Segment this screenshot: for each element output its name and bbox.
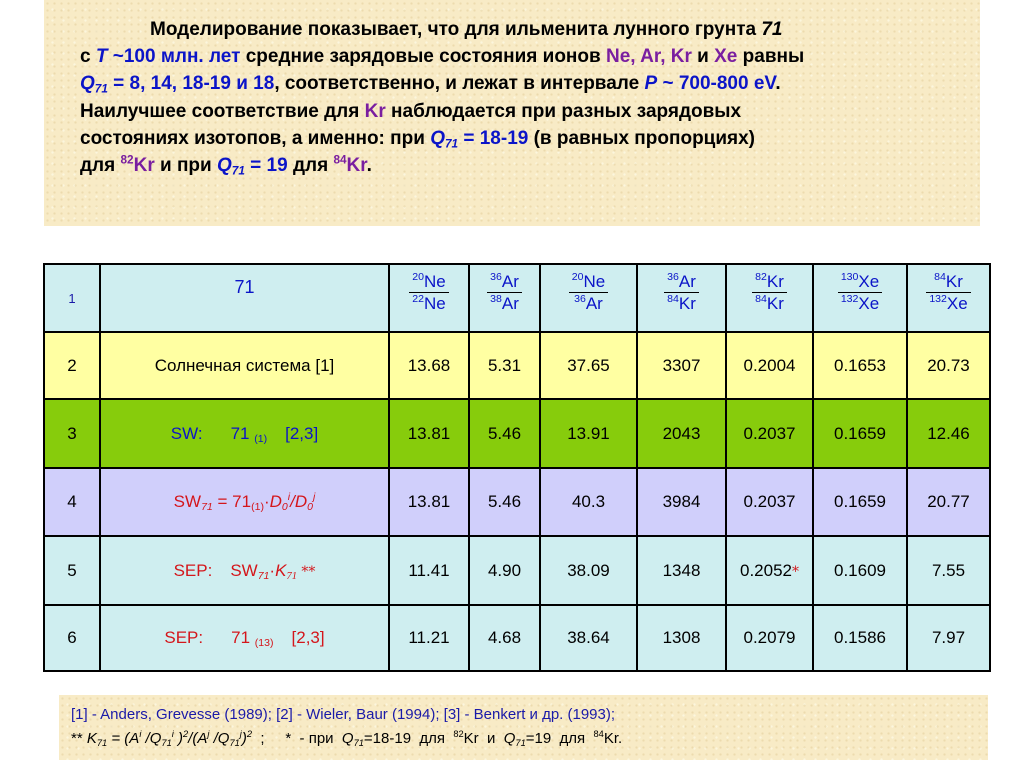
table-cell: 3307 xyxy=(637,332,726,399)
table-row xyxy=(44,468,990,536)
intro-text: для xyxy=(287,155,334,177)
intro-sup: 82 xyxy=(120,153,134,167)
table-cell: 38.09 xyxy=(540,536,637,605)
ratio-header: $\frac{^{130}Xe}{^{132}Xe}$ xyxy=(813,264,907,332)
intro-var: T xyxy=(95,46,108,68)
table-cell: 0.1659 xyxy=(813,468,907,536)
formula-footnote: ** $K_{71} = (A^i$ $/Q_{71}^i$ )$^2/(A^j$ $/Q_{71}^j)^2$ ; * - при $Q_{71}=18-19$ для $^{82}$Kr и $Q_{71}=19$ для $^{84}$Kr. xyxy=(71,728,623,748)
intro-text: = 8, 14, 18-19 и 18 xyxy=(107,73,275,95)
label-part: [2,3] xyxy=(285,423,319,443)
table-cell: 1308 xyxy=(637,605,726,671)
label-sub: 0 xyxy=(281,501,288,514)
table-cell: 7.55 xyxy=(907,536,990,605)
table-cell: 13.91 xyxy=(540,399,637,468)
table-cell xyxy=(726,536,813,605)
label-part: 71 xyxy=(232,492,252,511)
row-number: 5 xyxy=(44,536,100,605)
intro-text: (в равных пропорциях) xyxy=(528,127,756,149)
label-sub: 0 xyxy=(307,501,313,514)
references-footnote: [1] - Anders, Grevesse (1989); [2] - Wieler, Baur (1994); [3] - Benkert и др. (1993); xyxy=(71,706,616,723)
label-part: D xyxy=(269,492,282,511)
intro-line-2 xyxy=(80,43,970,70)
table-row xyxy=(44,605,990,671)
label-part: [2,3] xyxy=(291,628,325,647)
table-cell: 20.77 xyxy=(907,468,990,536)
label-part: SW: xyxy=(170,423,203,443)
intro-line-4 xyxy=(80,98,970,125)
row-number: 1 xyxy=(44,264,100,332)
table-cell: 11.21 xyxy=(389,605,469,671)
table-cell: 3984 xyxy=(637,468,726,536)
cell-value: 0.2052 xyxy=(740,560,792,580)
table-cell: 4.90 xyxy=(469,536,540,605)
table-cell: 0.1586 xyxy=(813,605,907,671)
table-cell: 13.68 xyxy=(389,332,469,399)
label-sub: 71 xyxy=(286,570,297,582)
intro-text: и при xyxy=(154,155,217,177)
intro-sup: 84 xyxy=(333,153,347,167)
intro-elements: Kr xyxy=(346,155,367,177)
label-part: SEP: xyxy=(173,560,213,580)
table-cell: 20.73 xyxy=(907,332,990,399)
intro-var: Q xyxy=(80,73,95,95)
intro-line-6 xyxy=(80,152,970,179)
label-sub: 71 xyxy=(257,569,270,582)
intro-elements: Kr xyxy=(133,155,155,177)
label-part: · xyxy=(263,492,270,511)
intro-text: Моделирование показывает, что для ильменита лунного грунта xyxy=(150,19,762,40)
intro-text: для xyxy=(80,155,121,177)
label-part: = xyxy=(212,492,233,511)
intro-text: . xyxy=(366,155,372,177)
isotope-ratio-table xyxy=(43,263,991,672)
label-part: / xyxy=(290,492,295,511)
intro-text: равны xyxy=(737,46,805,68)
table-row xyxy=(44,332,990,399)
label-part: 71 xyxy=(231,628,251,647)
intro-text: ~ 700-800 eV xyxy=(657,73,776,95)
label-part: SW xyxy=(173,492,202,511)
intro-sub: 71 xyxy=(231,164,245,178)
table-row xyxy=(44,399,990,468)
intro-text: наблюдается при разных зарядовых xyxy=(385,100,742,122)
label-part: K xyxy=(275,560,287,580)
footnote-marker: ** xyxy=(296,563,316,580)
intro-sub: 71 xyxy=(444,137,459,151)
row-label xyxy=(100,605,389,671)
row-label xyxy=(100,536,389,605)
table-cell: 0.1653 xyxy=(813,332,907,399)
intro-text: . xyxy=(775,73,781,95)
sample-name xyxy=(761,19,782,40)
row-label xyxy=(100,468,389,536)
table-cell: 5.46 xyxy=(469,468,540,536)
intro-text: , соответственно, и лежат в интервале xyxy=(274,73,645,95)
intro-var: Q xyxy=(430,127,445,149)
intro-line-3 xyxy=(80,70,970,97)
footnote-panel xyxy=(59,695,988,760)
intro-elements: Ne, Ar, Kr xyxy=(605,46,692,68)
row-number: 4 xyxy=(44,468,100,536)
table-cell: 0.1609 xyxy=(813,536,907,605)
intro-line-5 xyxy=(80,125,970,152)
table-cell: 13.81 xyxy=(389,399,469,468)
label-sub: (1) xyxy=(251,501,264,514)
footnote-marker: * xyxy=(792,563,799,580)
table-cell: 5.46 xyxy=(469,399,540,468)
intro-var: Q xyxy=(217,155,232,177)
table-cell: 38.64 xyxy=(540,605,637,671)
row-label: Солнечная система [1] xyxy=(100,332,389,399)
label-sub: (13) xyxy=(254,637,274,650)
table-cell: 0.2037 xyxy=(726,399,813,468)
sample-number: 71 xyxy=(761,19,783,40)
row-number: 2 xyxy=(44,332,100,399)
table-cell: 11.41 xyxy=(389,536,469,605)
label-part: SEP: xyxy=(164,628,204,647)
table-cell: 2043 xyxy=(637,399,726,468)
table-cell: 40.3 xyxy=(540,468,637,536)
label-part: · xyxy=(269,560,276,580)
intro-text: средние зарядовые состояния ионов xyxy=(240,46,606,68)
row-number: 6 xyxy=(44,605,100,671)
table-cell: 0.2079 xyxy=(726,605,813,671)
table-cell: 37.65 xyxy=(540,332,637,399)
table-cell: 0.2037 xyxy=(726,468,813,536)
table-cell: 12.46 xyxy=(907,399,990,468)
table-cell: 13.81 xyxy=(389,468,469,536)
ratio-header: $\frac{^{20}Ne}{^{22}Ne}$ xyxy=(389,264,469,332)
label-sub: 71 xyxy=(201,501,213,514)
row-label xyxy=(100,399,389,468)
table-cell: 0.2004 xyxy=(726,332,813,399)
label-part: SW xyxy=(230,560,258,580)
intro-text: и xyxy=(691,46,715,68)
table-header-row xyxy=(44,264,990,332)
row-number: 3 xyxy=(44,399,100,468)
intro-line-1 xyxy=(80,16,970,43)
label-part: D xyxy=(294,492,308,511)
intro-elements: Kr xyxy=(364,100,386,122)
intro-var: P xyxy=(644,73,658,95)
ratio-header: $\frac{^{84}Kr}{^{132}Xe}$ xyxy=(907,264,990,332)
intro-text: с xyxy=(80,46,96,68)
ratio-header: $\frac{^{20}Ne}{^{36}Ar}$ xyxy=(540,264,637,332)
label-sup: j xyxy=(312,491,316,504)
label-sup: i xyxy=(287,491,291,504)
label-sub: (1) xyxy=(254,432,268,445)
intro-text: = 18-19 xyxy=(458,127,529,149)
table-cell: 7.97 xyxy=(907,605,990,671)
table-row xyxy=(44,536,990,605)
ratio-header: $\frac{^{82}Kr}{^{84}Kr}$ xyxy=(726,264,813,332)
sample-header xyxy=(100,264,389,332)
intro-text: состояниях изотопов, а именно: при xyxy=(80,127,431,149)
ratio-header: $\frac{^{36}Ar}{^{84}Kr}$ xyxy=(637,264,726,332)
label-part: 71 xyxy=(230,423,250,443)
table-cell: 0.1659 xyxy=(813,399,907,468)
intro-text: = 19 xyxy=(244,155,288,177)
intro-sub: 71 xyxy=(94,82,108,96)
table-cell: 5.31 xyxy=(469,332,540,399)
intro-text: ~100 млн. лет xyxy=(107,46,241,68)
intro-elements: Xe xyxy=(714,46,738,68)
intro-text: Наилучшее соответствие для xyxy=(80,100,365,122)
sample-number: 71 xyxy=(234,277,255,297)
table-cell: 1348 xyxy=(637,536,726,605)
table-cell: 4.68 xyxy=(469,605,540,671)
intro-paragraph xyxy=(80,16,970,179)
ratio-header: $\frac{^{36}Ar}{^{38}Ar}$ xyxy=(469,264,540,332)
